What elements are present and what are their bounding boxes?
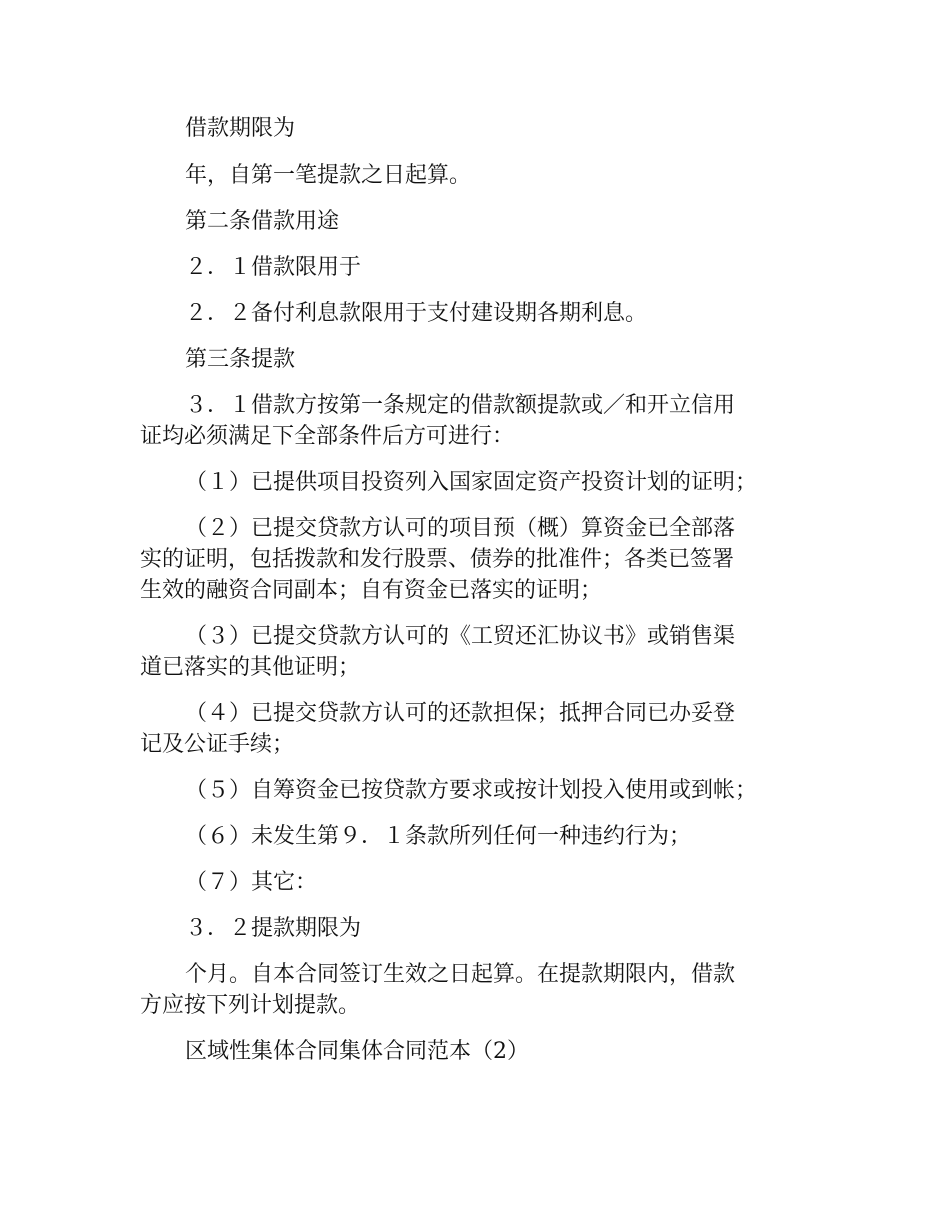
withdrawal-period-line-2: 方应按下列计划提款。	[140, 993, 361, 1018]
clause-2-1: ２．１借款限用于	[185, 255, 362, 280]
clause-3-1-line-2: 证均必须满足下全部条件后方可进行：	[140, 424, 515, 449]
document-footer-title: 区域性集体合同集体合同范本（2）	[185, 1039, 529, 1064]
clause-3-1-line-1: ３．１借款方按第一条规定的借款额提款或／和开立信用	[185, 393, 736, 418]
withdrawal-period-line-1: 个月。自本合同签订生效之日起算。在提款期限内，借款	[185, 962, 736, 987]
condition-3-line-2: 道已落实的其他证明；	[140, 655, 361, 680]
condition-4-line-1: （４）已提交贷款方认可的还款担保；抵押合同已办妥登	[185, 701, 736, 726]
heading-article-2: 第二条借款用途	[185, 209, 340, 234]
condition-1: （１）已提供项目投资列入国家固定资产投资计划的证明；	[185, 470, 758, 495]
paragraph-loan-term-start: 年，自第一笔提款之日起算。	[185, 163, 472, 188]
clause-2-2: ２．２备付利息款限用于支付建设期各期利息。	[185, 301, 648, 326]
condition-4-line-2: 记及公证手续；	[140, 732, 295, 757]
condition-2-line-3: 生效的融资合同副本；自有资金已落实的证明；	[140, 578, 603, 603]
condition-5: （５）自筹资金已按贷款方要求或按计划投入使用或到帐；	[185, 778, 758, 803]
condition-2-line-1: （２）已提交贷款方认可的项目预（概）算资金已全部落	[185, 516, 736, 541]
condition-7: （７）其它：	[185, 870, 318, 895]
condition-2-line-2: 实的证明，包括拨款和发行股票、债券的批准件；各类已签署	[140, 547, 735, 572]
condition-3-line-1: （３）已提交贷款方认可的《工贸还汇协议书》或销售渠	[185, 624, 736, 649]
condition-6: （６）未发生第９．１条款所列任何一种违约行为；	[185, 824, 692, 849]
paragraph-loan-term: 借款期限为	[185, 116, 296, 141]
heading-article-3: 第三条提款	[185, 347, 296, 372]
clause-3-2: ３．２提款期限为	[185, 916, 362, 941]
